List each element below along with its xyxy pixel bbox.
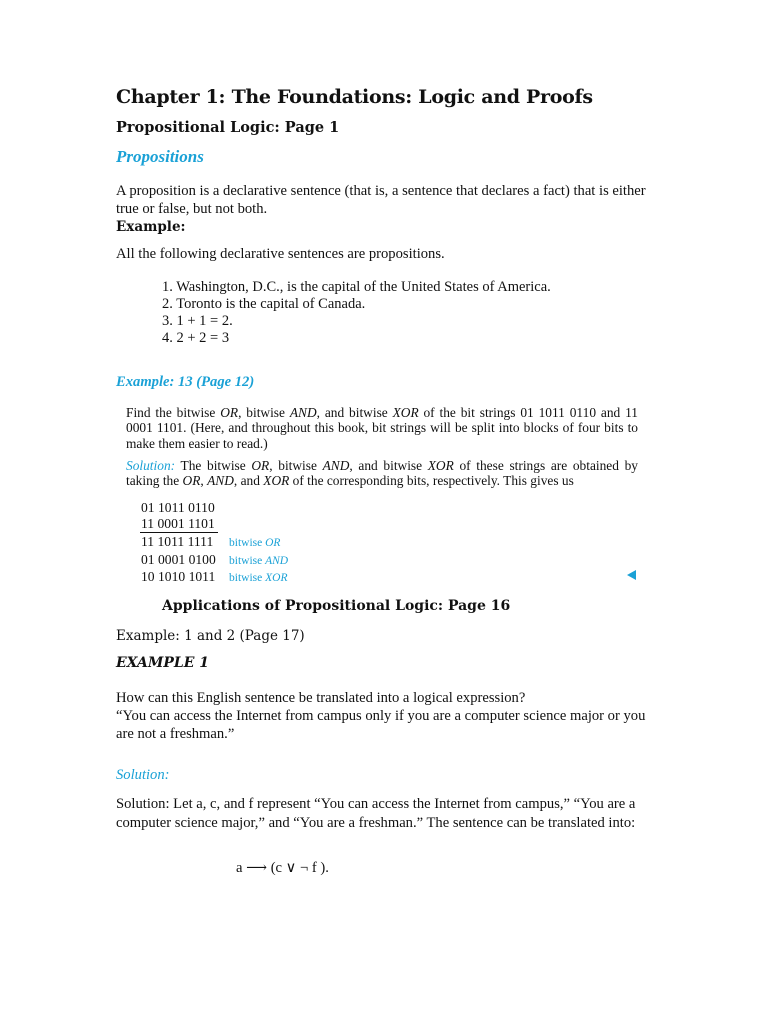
result-row: 10 1010 1011 bitwise XOR <box>141 569 288 585</box>
solution-label: Solution: <box>126 457 176 473</box>
question-text: How can this English sentence be translated into a logical expression? <box>116 690 526 706</box>
example-1-2-label: Example: 1 and 2 (Page 17) <box>116 628 305 644</box>
list-item: 4. 2 + 2 = 3 <box>162 330 230 346</box>
applications-heading: Applications of Propositional Logic: Page 16 <box>162 598 511 614</box>
solution-text: Solution: Let a, c, and f represent “You can access the Internet from campus,” “You are a computer science major,” and “You are a freshman.” The sentence can be translated into: <box>116 796 636 831</box>
left-triangle-icon <box>627 570 636 580</box>
list-item: 1. Washington, D.C., is the capital of the United States of America. <box>162 279 551 295</box>
book-excerpt <box>126 405 638 488</box>
definition-paragraph: A proposition is a declarative sentence (that is, a sentence that declares a fact) that is either true or false, but not both. <box>116 183 646 217</box>
logic-formula: a ⟶ (c ∨ ¬ f ). <box>236 860 329 876</box>
example13-heading: Example: 13 (Page 12) <box>116 374 255 390</box>
solution-heading: Solution: <box>116 767 170 783</box>
operand-row: 01 1011 0110 <box>141 500 215 515</box>
example-intro: All the following declarative sentences are propositions. <box>116 246 445 262</box>
list-item: 2. Toronto is the capital of Canada. <box>162 296 366 312</box>
quote-text: “You can access the Internet from campus only if you are a computer science major or you are not a freshman.” <box>116 708 646 742</box>
bit-operations <box>141 500 288 587</box>
section-title: Propositional Logic: Page 1 <box>116 119 340 136</box>
operand-row: 11 0001 1101 <box>141 515 215 531</box>
result-row: 11 1011 1111 bitwise OR <box>141 534 281 550</box>
result-row: 01 0001 0100 bitwise AND <box>141 551 289 567</box>
solution-statement: Solution: The bitwise OR, bitwise AND, and bitwise XOR of these strings are obtained by taking the OR, AND, and XOR of the corresponding bits, respectively. This gives us <box>126 457 638 489</box>
proposition-examples-list <box>162 279 551 347</box>
result-divider <box>140 532 218 533</box>
chapter-title: Chapter 1: The Foundations: Logic and Proofs <box>116 86 593 108</box>
problem-statement: Find the bitwise OR, bitwise AND, and bitwise XOR of the bit strings 01 1011 0110 and 11 0001 1101. (Here, and throughout this book, bit strings will be split into blocks of four bits to make them easier to read.) <box>126 405 638 451</box>
example-label: Example: <box>116 219 186 235</box>
propositions-heading: Propositions <box>116 147 204 166</box>
list-item: 3. 1 + 1 = 2. <box>162 313 233 329</box>
example-1-heading: EXAMPLE 1 <box>116 655 210 671</box>
